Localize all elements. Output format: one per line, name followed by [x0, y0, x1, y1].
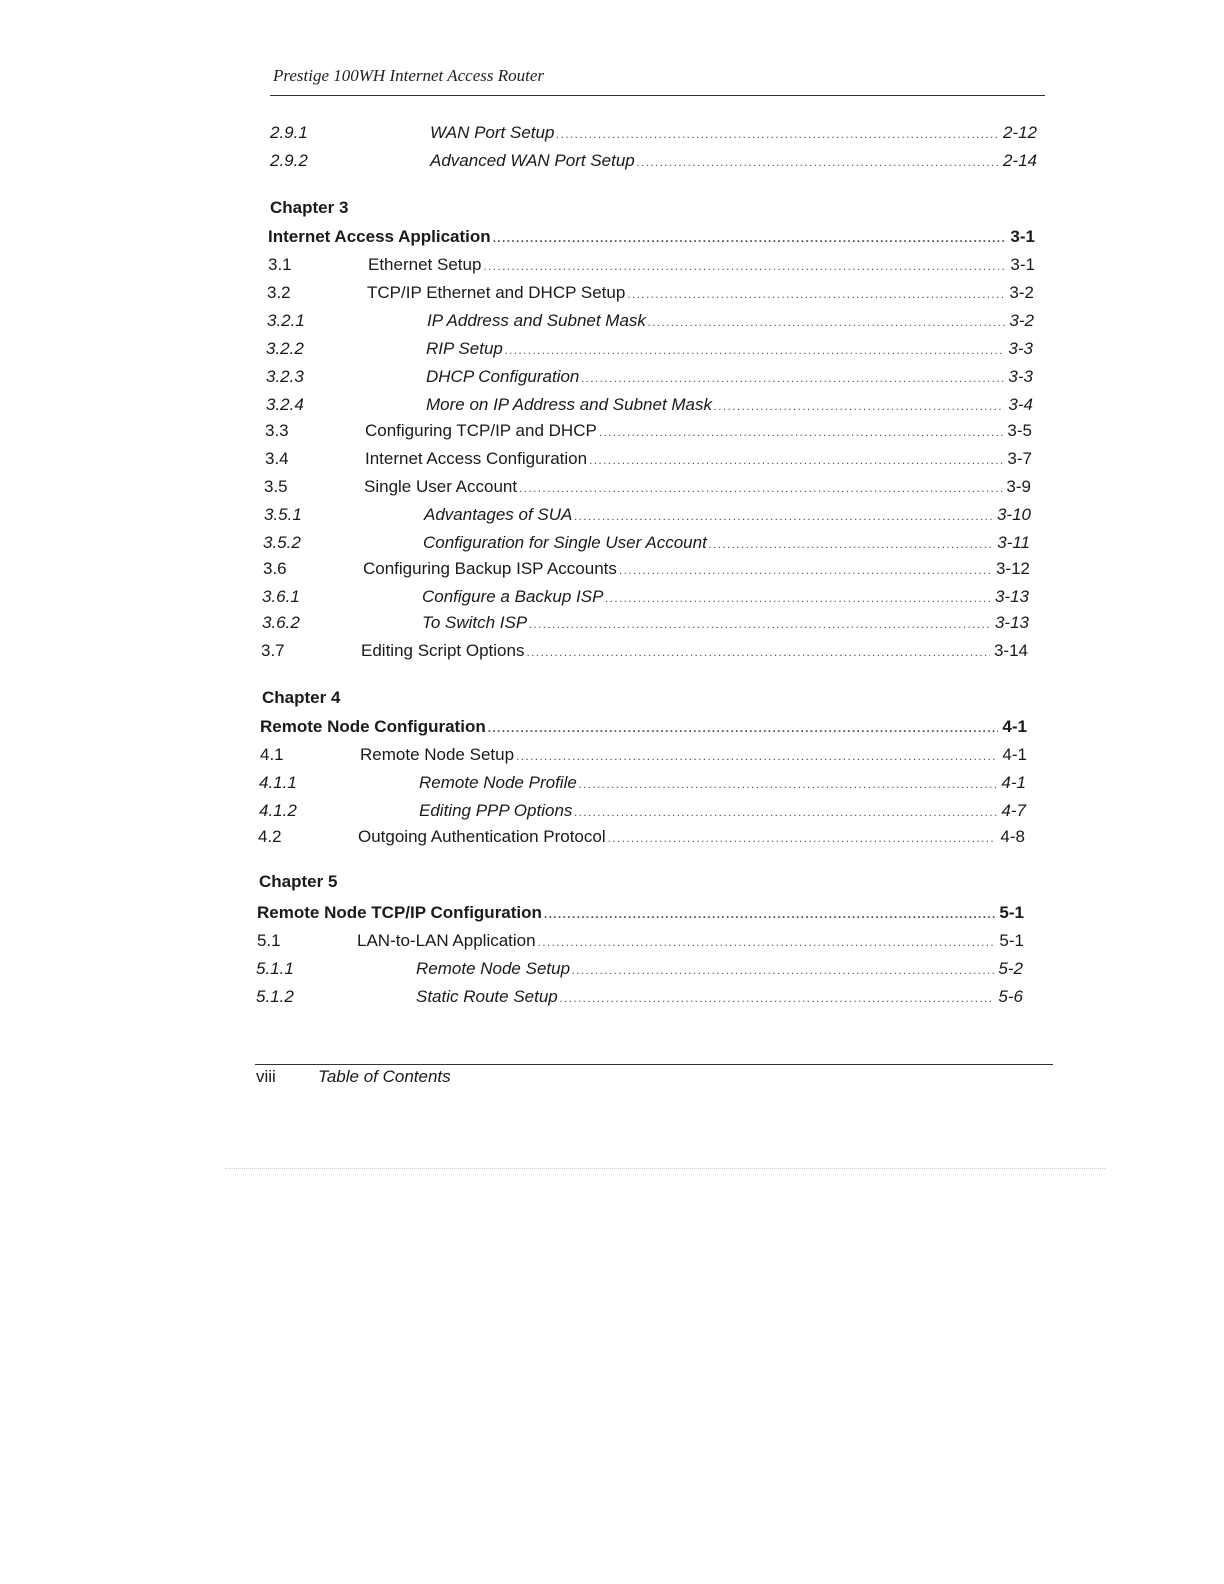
toc-leader-dots [648, 311, 1006, 333]
toc-entry-number: 4.2 [258, 827, 282, 846]
toc-entry-number: 2.9.2 [270, 151, 308, 170]
toc-entry-number: 3.5.1 [264, 505, 302, 524]
toc-entry [270, 150, 1037, 173]
toc-entry-title: LAN-to-LAN Application [357, 931, 536, 950]
toc-entry-number: 5.1.2 [256, 987, 294, 1006]
toc-entry-page: 5-1 [999, 903, 1024, 922]
toc-leader-dots [627, 283, 1005, 305]
toc-entry [268, 254, 1035, 277]
toc-leader-dots [714, 395, 1004, 417]
toc-leader-dots [581, 367, 1004, 389]
toc-leader-dots [637, 151, 999, 173]
toc-entry-page: 3-9 [1006, 477, 1031, 496]
toc-entry-page: 3-2 [1009, 311, 1034, 330]
toc-entry [270, 122, 1037, 145]
toc-entry-page: 3-10 [996, 505, 1031, 524]
toc-entry [256, 958, 1023, 981]
toc-entry-title: Configuration for Single User Account [423, 533, 707, 552]
toc-entry-title: Remote Node Setup [416, 959, 571, 978]
toc-entry-title: IP Address and Subnet Mask [427, 311, 646, 330]
toc-entry-title: Editing PPP Options [419, 801, 573, 820]
toc-entry-page: 4-8 [1000, 827, 1025, 846]
toc-entry-page: 2-14 [1002, 151, 1037, 170]
toc-entry [259, 800, 1026, 823]
toc-entry-page: 4-1 [1001, 773, 1026, 792]
toc-entry-page: 5-6 [998, 987, 1023, 1006]
toc-entry-title: Configuring Backup ISP Accounts [363, 559, 617, 578]
toc-entry-title: Advanced WAN Port Setup [430, 151, 635, 170]
chapter-label: Chapter 4 [262, 688, 341, 707]
toc-leader-dots [605, 587, 991, 609]
toc-leader-dots [519, 477, 1002, 499]
toc-entry-page: 3-4 [1008, 395, 1033, 414]
toc-entry-title: Advantages of SUA [424, 505, 573, 524]
toc-entry [263, 558, 1030, 581]
toc-entry-title: To Switch ISP [422, 613, 528, 632]
toc-entry-number: 4.1.1 [259, 773, 297, 792]
toc-leader-dots [505, 339, 1005, 361]
toc-entry-page: 3-11 [997, 533, 1030, 552]
toc-entry [266, 394, 1033, 417]
toc-entry-number: 3.5 [264, 477, 288, 496]
toc-entry-number: 3.3 [265, 421, 289, 440]
toc-entry [262, 586, 1029, 609]
toc-entry-page: 3-12 [995, 559, 1030, 578]
footer-page-number: viii [256, 1067, 276, 1086]
toc-entry-page: 3-1 [1010, 227, 1035, 246]
toc-entry [267, 310, 1034, 333]
toc-entry-title: Internet Access Configuration [365, 449, 588, 468]
toc-entry-page: 3-1 [1010, 255, 1035, 274]
toc-entry-title: Remote Node Profile [419, 773, 577, 792]
scan-artifact-line [225, 1168, 1105, 1169]
toc-leader-dots [608, 827, 997, 849]
toc-entry-page: 3-13 [994, 587, 1029, 606]
toc-entry-number: 3.5.2 [263, 533, 301, 552]
toc-entry-title: Remote Node Setup [360, 745, 515, 764]
toc-entry-title: Static Route Setup [416, 987, 558, 1006]
toc-entry-page: 3-3 [1008, 339, 1033, 358]
toc-leader-dots [488, 717, 999, 739]
toc-entry-title: Remote Node Configuration [260, 717, 486, 736]
toc-entry-number: 3.2.4 [266, 395, 304, 414]
toc-entry [260, 744, 1027, 767]
toc-leader-dots [589, 449, 1003, 471]
toc-leader-dots [493, 227, 1007, 249]
toc-entry [265, 420, 1032, 443]
toc-entry-number: 4.1 [260, 745, 284, 764]
toc-leader-dots [572, 959, 994, 981]
toc-entry [257, 930, 1024, 953]
toc-entry-number: 5.1 [257, 931, 281, 950]
toc-entry [262, 612, 1029, 635]
toc-entry-title: RIP Setup [426, 339, 503, 358]
toc-chapter-entry [260, 716, 1027, 739]
toc-entry [256, 986, 1023, 1009]
toc-entry [261, 640, 1028, 663]
footer-section-title: Table of Contents [318, 1067, 451, 1086]
toc-entry-page: 3-13 [994, 613, 1029, 632]
toc-chapter-entry [257, 902, 1024, 925]
toc-entry-page: 3-5 [1007, 421, 1032, 440]
toc-entry [266, 366, 1033, 389]
toc-entry [259, 772, 1026, 795]
toc-entry [264, 504, 1031, 527]
toc-entry-title: Single User Account [364, 477, 518, 496]
toc-entry [267, 282, 1034, 305]
toc-entry-title: WAN Port Setup [430, 123, 555, 142]
header-rule [270, 95, 1045, 96]
toc-entry [258, 826, 1025, 849]
toc-leader-dots [574, 801, 997, 823]
toc-leader-dots [529, 613, 991, 635]
toc-entry-page: 3-2 [1009, 283, 1034, 302]
toc-leader-dots [556, 123, 999, 145]
toc-entry-number: 3.4 [265, 449, 289, 468]
toc-entry-page: 3-3 [1008, 367, 1033, 386]
toc-entry-number: 3.7 [261, 641, 285, 660]
toc-leader-dots [526, 641, 990, 663]
toc-entry-number: 4.1.2 [259, 801, 297, 820]
toc-entry [264, 476, 1031, 499]
toc-leader-dots [544, 903, 996, 925]
toc-entry-title: Remote Node TCP/IP Configuration [257, 903, 542, 922]
toc-entry-number: 3.6 [263, 559, 287, 578]
toc-entry [266, 338, 1033, 361]
toc-entry-page: 3-7 [1007, 449, 1032, 468]
toc-entry [263, 532, 1030, 555]
toc-entry-title: Internet Access Application [268, 227, 491, 246]
toc-leader-dots [574, 505, 993, 527]
chapter-label: Chapter 3 [270, 198, 349, 217]
toc-leader-dots [579, 773, 998, 795]
toc-entry-title: Outgoing Authentication Protocol [358, 827, 606, 846]
toc-entry-number: 2.9.1 [270, 123, 308, 142]
toc-entry-number: 3.6.2 [262, 613, 300, 632]
toc-entry-number: 3.1 [268, 255, 292, 274]
toc-entry-page: 5-2 [998, 959, 1023, 978]
toc-leader-dots [538, 931, 996, 953]
toc-entry-page: 4-1 [1002, 717, 1027, 736]
toc-entry-number: 3.2 [267, 283, 291, 302]
toc-leader-dots [560, 987, 995, 1009]
chapter-label: Chapter 5 [259, 872, 338, 891]
toc-entry-title: DHCP Configuration [426, 367, 580, 386]
toc-leader-dots [483, 255, 1006, 277]
toc-entry-title: Editing Script Options [361, 641, 525, 660]
footer-rule [255, 1064, 1053, 1065]
toc-entry-page: 5-1 [999, 931, 1024, 950]
toc-entry-number: 3.2.2 [266, 339, 304, 358]
toc-entry-title: Configure a Backup ISP [422, 587, 604, 606]
toc-leader-dots [619, 559, 992, 581]
toc-entry-title: TCP/IP Ethernet and DHCP Setup [367, 283, 626, 302]
toc-chapter-entry [268, 226, 1035, 249]
toc-entry-title: More on IP Address and Subnet Mask [426, 395, 713, 414]
toc-leader-dots [599, 421, 1004, 443]
toc-entry-number: 3.6.1 [262, 587, 300, 606]
toc-entry-number: 3.2.1 [267, 311, 305, 330]
toc-leader-dots [516, 745, 998, 767]
toc-entry-title: Ethernet Setup [368, 255, 482, 274]
toc-leader-dots [709, 533, 993, 555]
toc-entry-page: 2-12 [1002, 123, 1037, 142]
running-head: Prestige 100WH Internet Access Router [273, 66, 544, 85]
toc-entry-title: Configuring TCP/IP and DHCP [365, 421, 597, 440]
toc-entry-number: 5.1.1 [256, 959, 294, 978]
toc-entry-page: 4-7 [1001, 801, 1026, 820]
toc-entry-number: 3.2.3 [266, 367, 304, 386]
toc-entry [265, 448, 1032, 471]
toc-entry-page: 3-14 [993, 641, 1028, 660]
toc-entry-page: 4-1 [1002, 745, 1027, 764]
